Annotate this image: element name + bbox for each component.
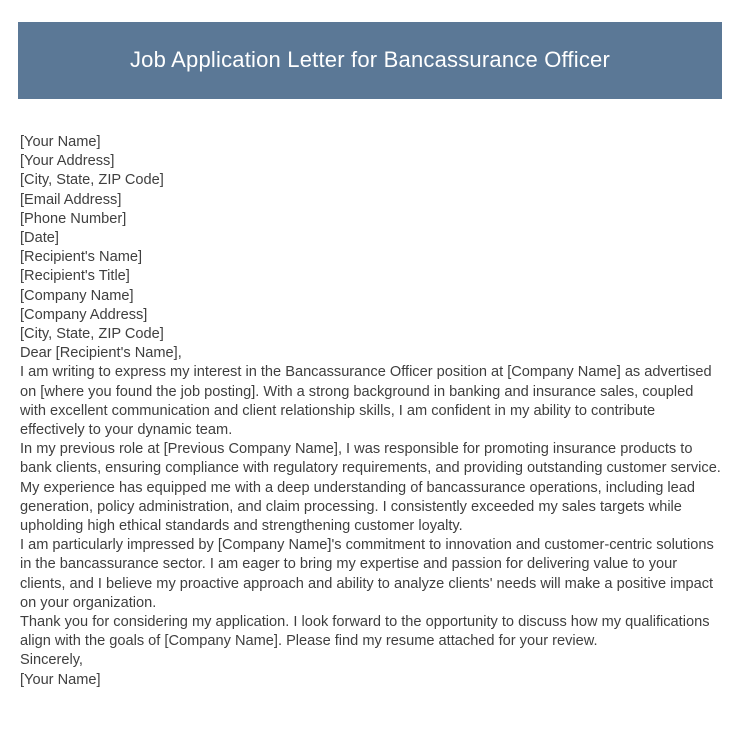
closing: Sincerely, xyxy=(20,652,83,669)
letter-body xyxy=(20,133,722,690)
address-line: [Date] xyxy=(20,230,59,247)
document-header-band xyxy=(18,22,722,99)
salutation: Dear [Recipient's Name], xyxy=(20,345,182,362)
address-line: [Company Name] xyxy=(20,287,134,304)
address-line: [Company Address] xyxy=(20,306,148,323)
address-line: [City, State, ZIP Code] xyxy=(20,326,164,343)
letter-paragraph: I am particularly impressed by [Company Name]'s commitment to innovation and customer-centric solutions in the bancassurance sector. I am eager to bring my expertise and passion for delivering value to your clients, and I believe my proactive approach and ability to analyze clients' needs will make a positive impact on your organization. xyxy=(20,537,714,611)
address-line: [Recipient's Title] xyxy=(20,268,130,285)
signature: [Your Name] xyxy=(20,671,101,688)
letter-paragraph: In my previous role at [Previous Company Name], I was responsible for promoting insurance products to bank clients, ensuring compliance with regulatory requirements, and providing outstanding customer service. My experience has equipped me with a deep understanding of bancassurance operations, including lead generation, policy administration, and claim processing. I consistently exceeded my sales targets while upholding high ethical standards and strengthening customer loyalty. xyxy=(20,441,721,535)
address-line: [City, State, ZIP Code] xyxy=(20,172,164,189)
address-line: [Phone Number] xyxy=(20,210,127,227)
address-line: [Recipient's Name] xyxy=(20,249,143,266)
letter-paragraph: I am writing to express my interest in the Bancassurance Officer position at [Company Name] as advertised on [where you found the job posting]. With a strong background in banking and insurance sales, coupled with excellent communication and client relationship skills, I am confident in my ability to contribute effectively to your dynamic team. xyxy=(20,364,712,439)
page-title: Job Application Letter for Bancassurance Officer xyxy=(129,47,610,73)
address-line: [Email Address] xyxy=(20,191,122,208)
address-line: [Your Name] xyxy=(20,134,101,150)
letter-paragraph: Thank you for considering my application. I look forward to the opportunity to discuss how my qualifications align with the goals of [Company Name]. Please find my resume attached for your review. xyxy=(20,614,710,650)
address-line: [Your Address] xyxy=(20,153,115,170)
